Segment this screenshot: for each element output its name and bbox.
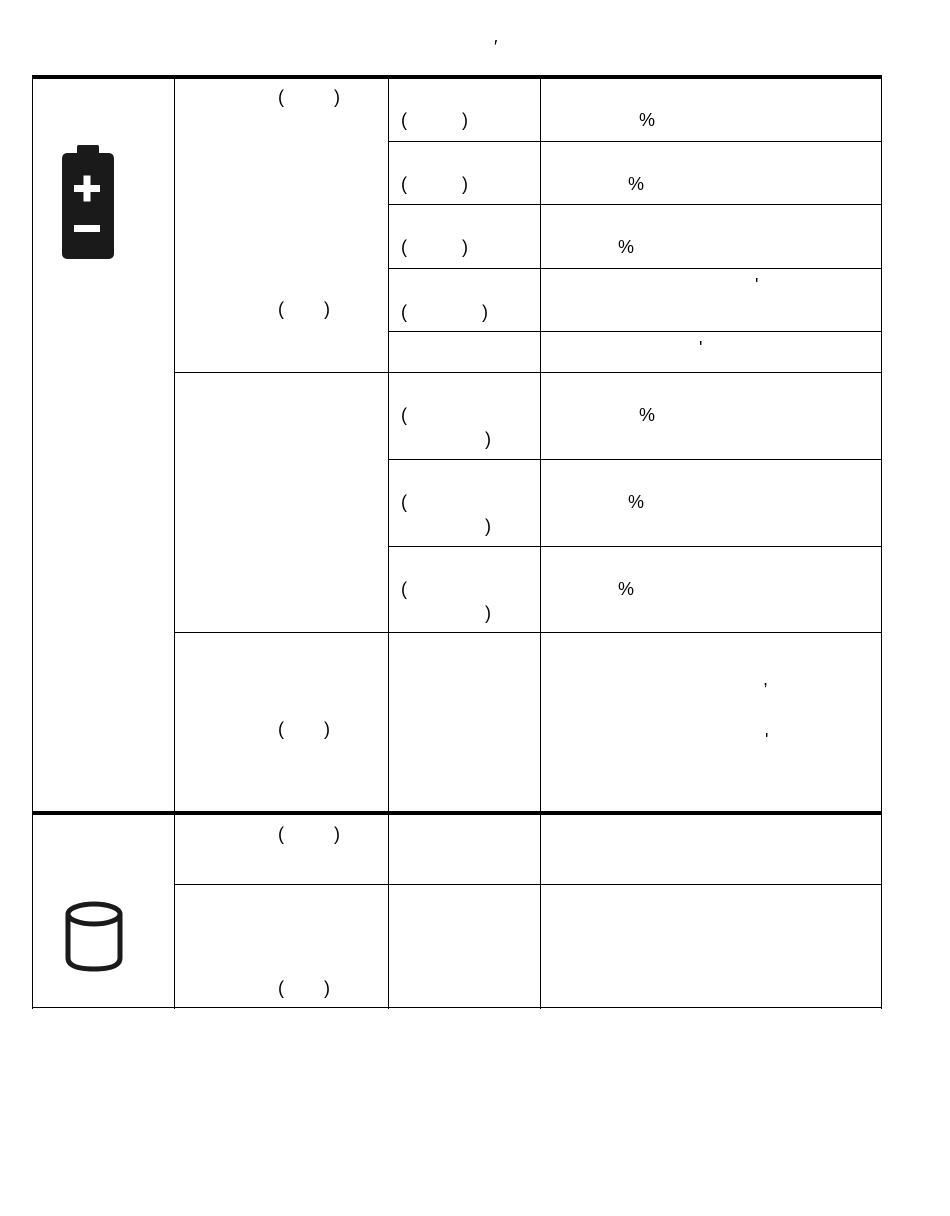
s1-g2-r2-col4: %	[628, 492, 645, 512]
s1-g2-r1-col3-close: )	[485, 429, 491, 449]
s1-g1-r4-col4: '	[755, 275, 759, 295]
s1-g1-r1-col4: %	[639, 110, 656, 130]
s1-g2-r3-col3-close: )	[485, 603, 491, 623]
s1-g3-col4-line2: '	[765, 730, 769, 750]
s1-g1-r4-col3: ( )	[401, 302, 489, 322]
s1-g2-r2-col3-close: )	[485, 516, 491, 536]
storage-cylinder-icon	[64, 900, 124, 972]
s1-g1-col2-top: ( )	[278, 87, 340, 107]
s1-g1-col2-bottom: ( )	[278, 299, 330, 319]
s1-g1-r3-col3: ( )	[401, 237, 468, 257]
s1-g2-r2-col3-open: (	[401, 492, 407, 512]
s2-r1-col2: ( )	[278, 824, 340, 844]
s1-g1-r1-col3: ( )	[401, 110, 468, 130]
s2-r2-col2: ( )	[278, 978, 330, 998]
battery-icon	[62, 145, 114, 259]
s1-g1-r2-col3: ( )	[401, 174, 468, 194]
s1-g1-r3-col4: %	[618, 237, 635, 257]
s1-g1-r2-col4: %	[628, 174, 645, 194]
s1-g2-r1-col3-open: (	[401, 405, 407, 425]
header-mark: ′	[494, 37, 498, 57]
s1-g3-col4-line1: ,	[763, 669, 769, 689]
s1-g2-r1-col4: %	[639, 405, 656, 425]
s1-g3-col2: ( )	[278, 719, 330, 739]
s1-g1-r5-col4: '	[699, 338, 703, 358]
s1-g2-r3-col4: %	[618, 579, 635, 599]
s1-g2-r3-col3-open: (	[401, 579, 407, 599]
